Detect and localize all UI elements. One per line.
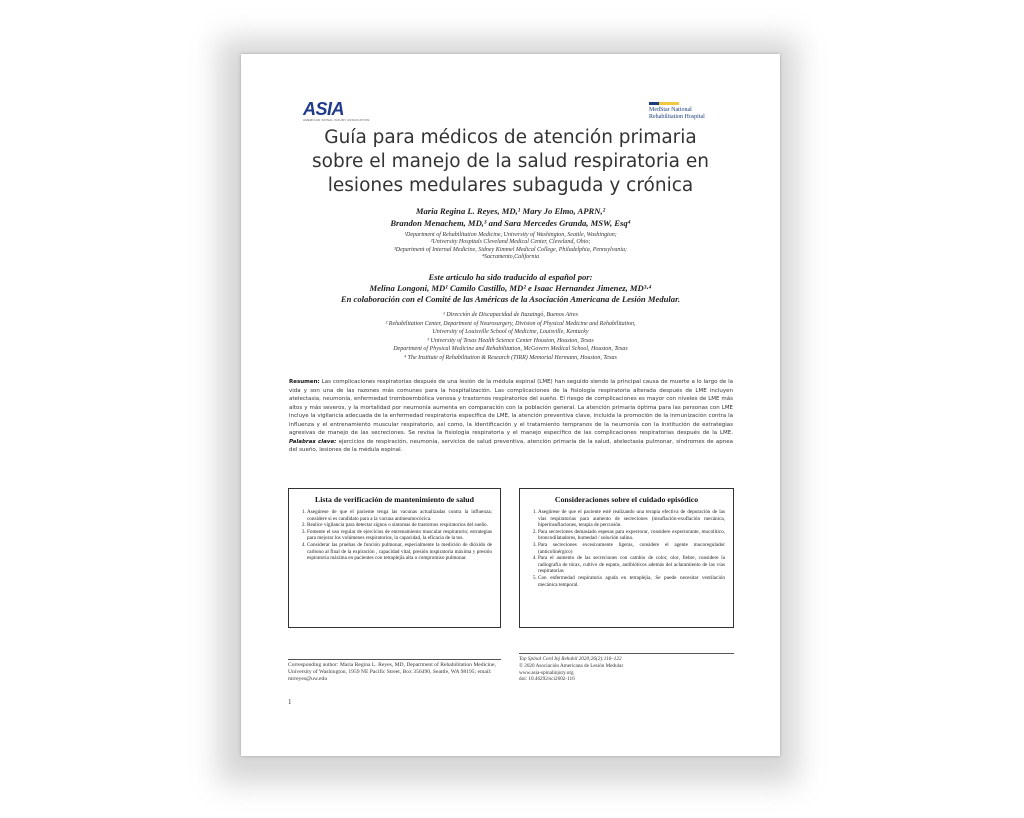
translator-affiliation-line: ¹ Dirección de Discapacidad de Ituzaingó, Buenos Aires xyxy=(443,312,578,318)
citation-doi: doi: 10.46292/sci2602-116 xyxy=(519,676,575,683)
episodic-care-item: 3. Para secreciones excesivamente ligeras, considere el agente mucoregulador (anticolinérgico) xyxy=(538,542,725,555)
affiliation-line: ¹Department of Rehabilitation Medicine, University of Washington, Seattle, Washington; xyxy=(404,232,617,238)
medstar-logo-line1: MedStar National xyxy=(649,107,692,113)
translation-credits xyxy=(266,272,755,305)
health-maintenance-checklist-box xyxy=(288,488,501,628)
author-line: Maria Regina L. Reyes, MD,¹ Mary Jo Elmo, APRN,² xyxy=(415,206,606,216)
corresponding-author: Corresponding author: Maria Regina L. Reyes, MD, Department of Rehabilitation Medicine, University of Washington, 1959 NE Pacific Street, Box 356490, Seattle, WA 98195; email: mrreyes@uw.edu xyxy=(288,662,496,682)
abstract-label: Resumen: xyxy=(289,379,320,385)
citation-website: www.asia-spinalinjury.org xyxy=(519,669,574,676)
translation-line: Melina Longoni, MD¹ Camilo Castillo, MD² e Isaac Hernandez Jimenez, MD³·⁴ xyxy=(369,283,652,293)
affiliation-line: ⁴Sacramento,California xyxy=(481,253,540,260)
medstar-logo-accent xyxy=(659,102,679,105)
checklist-item: 4. Considerar las pruebas de función pulmonar, especialmente la medición de dióxido de carbono al final de la expiración , capacidad vital, presión inspiratoria máxima y presión espiratoria máxima en pacientes con tetraplejía alta o compromiso pulmonar. xyxy=(307,542,492,562)
keywords-text: ejercicios de respiración, neumonía, servicios de salud preventiva, atención primaria de la salud, atelectasia pulmonar, síndromes de apnea del sueño, lesiones de la médula espinal. xyxy=(289,438,733,453)
page-number: 1 xyxy=(288,698,292,706)
footer-rule-left xyxy=(288,659,501,660)
asia-logo xyxy=(303,100,373,124)
translation-line: En colaboración con el Comité de las Américas de la Asociación Americana de Lesión Medular. xyxy=(340,294,681,304)
citation-block xyxy=(519,656,734,683)
affiliation-line: ³Department of Internal Medicine, Sidney Kimmel Medical College, Philadelphia, Pennsylvania; xyxy=(393,246,628,253)
affiliation-line: ²University Hospitals Cleveland Medical Center, Cleveland, Ohio; xyxy=(430,239,591,246)
asia-logo-word: ASIA xyxy=(303,99,345,119)
translator-affiliation-line: ⁴ The Institute of Rehabilitation & Research (TIRR) Memorial Hermann, Houston, Texas xyxy=(404,354,617,361)
footer-rule-right xyxy=(519,653,734,654)
citation-copyright: © 2020 Asociación Americana de Lesión Medular xyxy=(519,662,624,669)
checklist-item: 2. Realice vigilancia para detectar signos o síntomas de trastornos respiratorios del sueño. xyxy=(307,522,492,529)
episodic-care-item: 1. Asegúrese de que el paciente esté realizando una terapia efectiva de depuración de las vías respiratorias para aumento de secreciones (insuflación-exuflación mecánica, hiperinsuflaciones, terapia de percusión. xyxy=(538,509,725,529)
author-line: Brandon Menachem, MD,³ and Sara Mercedes Granda, MSW, Esq⁴ xyxy=(390,218,631,228)
episodic-care-item: 2. Para secreciones demasiado espesas para expectorar, considere expectorante, mucolítico, broncodilatadores, humedad / solución salina. xyxy=(538,529,725,542)
title-line: sobre el manejo de la salud respiratoria en xyxy=(312,151,709,172)
translator-affiliation-line: Department of Physical Medicine and Rehabilitation, McGovern Medical School, Houston, Texas xyxy=(393,346,628,352)
translator-affiliations xyxy=(271,311,750,362)
checklist-item: 1. Asegúrese de que el paciente tenga las vacunas actualizadas contra la influenza; considere si es candidato para a la vacuna antineumocócica. xyxy=(307,509,492,522)
checklist-item: 3. Fomente el uso regular de ejercicios de entrenamiento muscular respiratorio; estrategias para mejorar los volúmenes respiratorios, la capacidad, la eficacia de la tos. xyxy=(307,529,492,542)
episodic-care-box xyxy=(519,488,734,628)
checklist-title: Lista de verificación de mantenimiento de salud xyxy=(315,495,474,504)
author-affiliations xyxy=(271,232,750,261)
episodic-care-item: 5. Con enfermedad respiratoria aguda en tetraplejia, Se puede necesitar ventilación mecánica temporal. xyxy=(538,575,725,588)
keywords-label: Palabras clave: xyxy=(289,438,337,445)
medstar-logo xyxy=(649,102,739,121)
title-line: Guía para médicos de atención primaria xyxy=(324,127,697,148)
medstar-logo-line2: Rehabilitation Hospital xyxy=(649,114,705,120)
translator-affiliation-line: ³ University of Texas Health Science Center Houston, Houston, Texas xyxy=(427,337,594,344)
paper-title xyxy=(281,126,740,198)
abstract xyxy=(289,378,733,455)
title-line: lesiones medulares subaguda y crónica xyxy=(327,175,694,196)
translator-affiliation-line: ² Rehabilitation Center, Department of Neurosurgery, Division of Physical Medicine and Rehabilitation, xyxy=(385,320,636,327)
asia-logo-subtitle: AMERICAN SPINAL INJURY ASSOCIATION xyxy=(303,118,370,122)
authors xyxy=(271,205,750,229)
translation-line: Este articulo ha sido traducido al español por: xyxy=(428,272,593,282)
episodic-care-title: Consideraciones sobre el cuidado episódico xyxy=(554,495,699,504)
translator-affiliation-line: University of Louisville School of Medicine, Louisville, Kentucky xyxy=(432,329,589,335)
episodic-care-item: 4. Para el aumento de las secreciones con cambio de color, olor, fiebre, considere la radiografía de tórax, cultivo de esputo, antibióticos además del aclaramiento de las vías respiratorias xyxy=(538,555,725,575)
document-page xyxy=(241,54,780,756)
citation-journal: Top Spinal Cord Inj Rehabil 2020;26(2):116–122 xyxy=(519,656,622,662)
abstract-text: Las complicaciones respiratorias después de una lesión de la médula espinal (LME) han seguido siendo la principal causa de muerte a lo largo de la vida y son una de las razones más comunes para la hospitalización. Las complicaciones de la fisiología respiratoria alterada después de LME incluyen atelectasia, neumonía, enfermedad tromboembólica venosa y trastornos respiratorios del sueño. El riesgo de complicaciones es mayor con niveles de LME más altos y más severos, y la mortalidad por neumonía aumenta en comparación con la población general. La atención primaria óptima para las personas con LME incluye la vigilancia adecuada de la enfermedad respiratoria específica de LME, la atención preventiva clave, incluida la promoción de la inmunización contra la influenza y el entrenamiento muscular respiratorio, así como, la identificación y el tratamiento tempranos de la neumonía con la institución de estrategias agresivas de manejo de las secreciones. Se revisa la fisiología respiratoria y el manejo específico de las complicaciones respiratorias después de la LME. xyxy=(289,379,733,436)
